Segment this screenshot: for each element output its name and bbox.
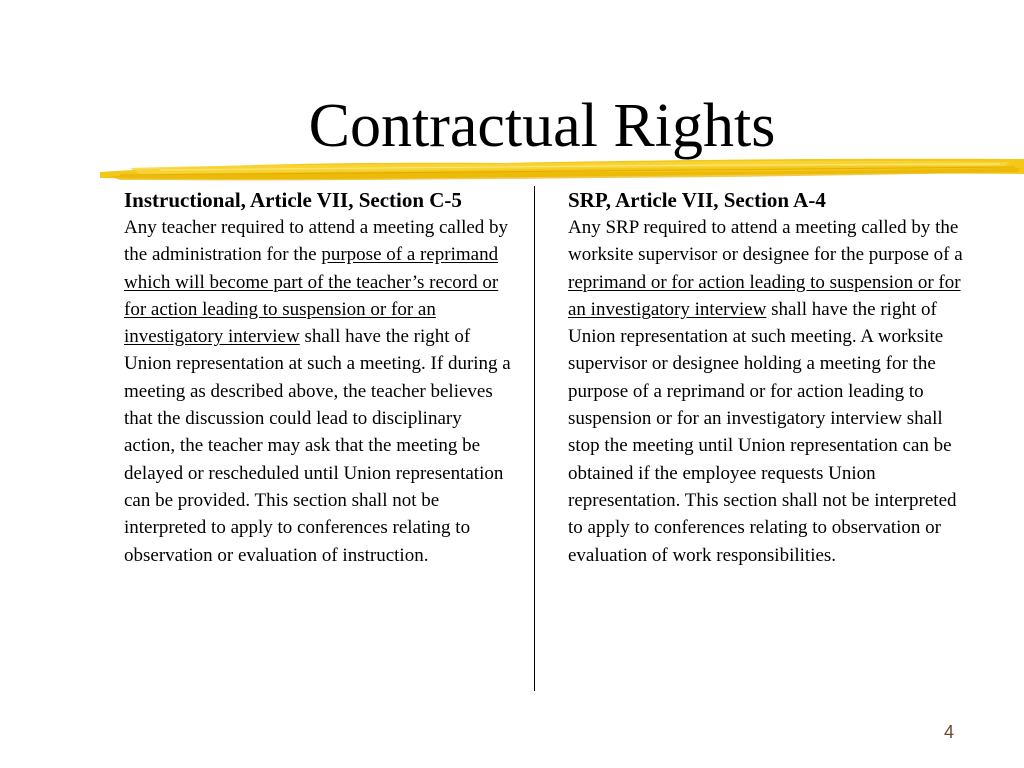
left-column — [124, 186, 516, 569]
left-column-body — [124, 214, 516, 569]
slide-title: Contractual Rights — [308, 92, 776, 160]
left-column-heading: Instructional, Article VII, Section C-5 — [124, 188, 462, 212]
right-column — [568, 186, 968, 569]
right-body-underlined: reprimand or for action leading to suspension or for an investigatory interview — [568, 271, 961, 320]
left-body-underlined: purpose of a reprimand which will become part of the teacher’s record or for action leading to suspension or for an investigatory interview — [124, 244, 499, 348]
page-number: 4 — [944, 722, 955, 742]
yellow-brush-stroke — [100, 150, 1024, 190]
left-body-intro: Any teacher required to attend a meeting called by the administration for the — [124, 217, 509, 266]
right-column-heading: SRP, Article VII, Section A-4 — [568, 188, 826, 212]
left-body-rest: shall have the right of Union representation at such a meeting. If during a meeting as described above, the teacher believes that the discussion could lead to disciplinary action, the teacher may ask that the meeting be delayed or rescheduled until Union representation can be provided. This section shall not be interpreted to apply to conferences relating to observation or evaluation of instruction. — [124, 326, 511, 566]
right-column-body — [568, 214, 968, 569]
right-body-rest: shall have the right of Union representation at such meeting. A worksite supervisor or designee holding a meeting for the purpose of a reprimand or for action leading to suspension or for an investigatory interview shall stop the meeting until Union representation can be obtained if the employee requests Union representation. This section shall not be interpreted to apply to conferences relating to observation or evaluation of work responsibilities. — [568, 298, 957, 566]
column-divider — [534, 186, 535, 691]
right-body-intro: Any SRP required to attend a meeting called by the worksite supervisor or designee for the purpose of a — [568, 217, 963, 266]
